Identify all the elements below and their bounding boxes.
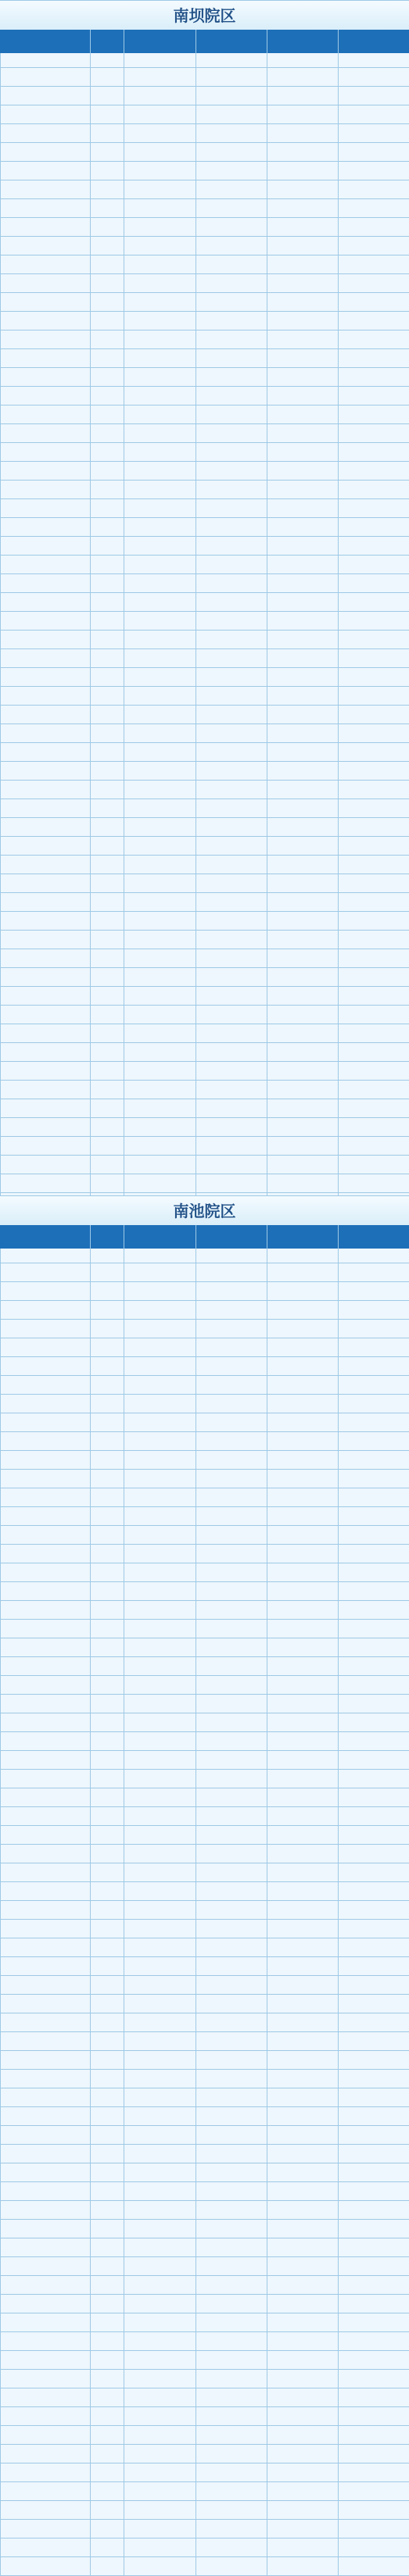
section-nanchi: [0, 1195, 409, 2576]
schedule-table: [0, 30, 409, 1195]
table-header-row: [0, 30, 409, 53]
table-header-row: [0, 1225, 409, 1249]
section-title: 南坝院区: [0, 0, 409, 31]
schedule-table: [0, 1225, 409, 2576]
section-nanba: [0, 0, 409, 1195]
section-title: 南池院区: [0, 1195, 409, 1227]
